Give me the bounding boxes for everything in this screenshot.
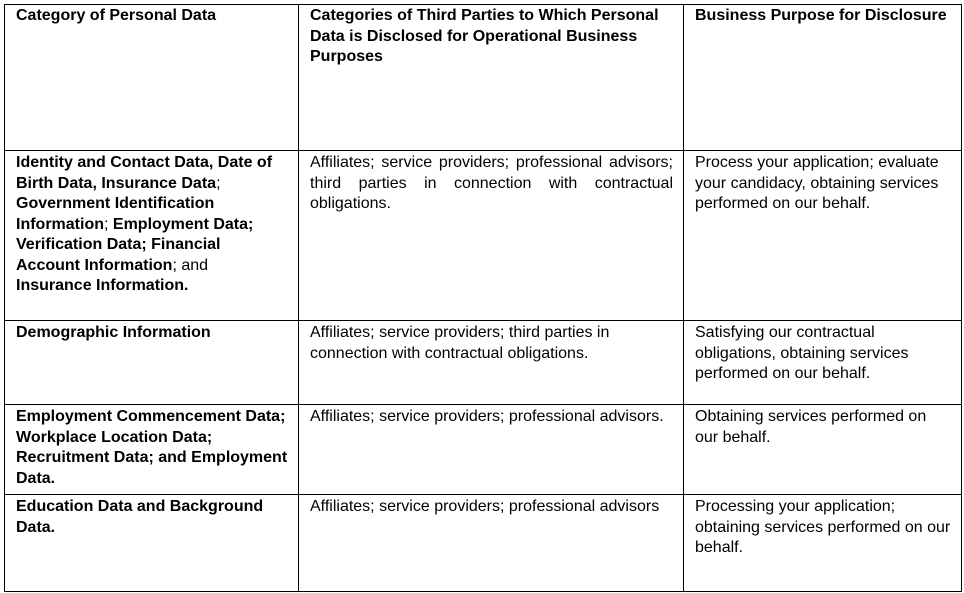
cell-category	[5, 151, 299, 321]
cell-third-parties: Affiliates; service providers; professional advisors.	[299, 405, 684, 495]
cell-third-parties: Affiliates; service providers; professional advisors	[299, 495, 684, 592]
category-text: ;	[216, 174, 221, 192]
category-text: ; and	[172, 256, 209, 274]
cell-category	[5, 495, 299, 592]
cell-category	[5, 405, 299, 495]
category-text: Employment Commencement Data; Workplace Location Data; Recruitment Data; and Employment Data.	[16, 408, 288, 487]
cell-business-purpose: Obtaining services performed on our behalf.	[684, 405, 962, 495]
cell-business-purpose: Satisfying our contractual obligations, obtaining services performed on our behalf.	[684, 321, 962, 405]
disclosure-table	[4, 4, 962, 592]
cell-category	[5, 321, 299, 405]
table-row	[5, 405, 962, 495]
cell-business-purpose: Process your application; evaluate your candidacy, obtaining services performed on our behalf.	[684, 151, 962, 321]
header-business-purpose: Business Purpose for Disclosure	[684, 5, 962, 151]
table-row	[5, 151, 962, 321]
table-row	[5, 321, 962, 405]
cell-third-parties: Affiliates; service providers; professional advisors; third parties in connection with contractual obligations.	[299, 151, 684, 321]
category-text: ;	[104, 215, 113, 233]
category-text: Education Data and Background Data.	[16, 498, 264, 536]
category-text: Employment Data; Verification Data; Financial Account Information	[16, 215, 254, 274]
cell-third-parties: Affiliates; service providers; third parties in connection with contractual obligations.	[299, 321, 684, 405]
cell-business-purpose: Processing your application; obtaining services performed on our behalf.	[684, 495, 962, 592]
category-text: Insurance Information.	[16, 277, 189, 294]
header-category: Category of Personal Data	[5, 5, 299, 151]
category-text: Identity and Contact Data, Date of Birth Data, Insurance Data	[16, 154, 273, 192]
table-header-row	[5, 5, 962, 151]
table-row	[5, 495, 962, 592]
category-text: Government Identification Information	[16, 195, 215, 233]
category-text: Demographic Information	[16, 324, 211, 341]
header-third-parties: Categories of Third Parties to Which Personal Data is Disclosed for Operational Business Purposes	[299, 5, 684, 151]
